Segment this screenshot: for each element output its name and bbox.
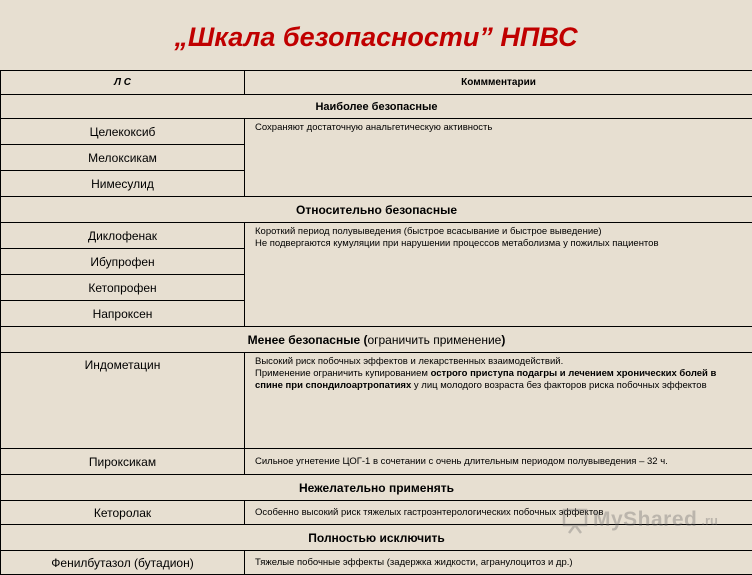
category-relatively-safe: Относительно безопасные — [1, 197, 752, 223]
comment-cell — [245, 353, 752, 449]
comment-cell: Тяжелые побочные эффекты (задержка жидкости, агранулоцитоз и др.) — [245, 551, 752, 575]
category-row — [1, 327, 752, 353]
page-title: „Шкала безопасности” НПВС — [0, 22, 752, 53]
watermark-text: MyShared — [593, 508, 697, 532]
table-row — [1, 501, 752, 525]
drug-cell: Диклофенак — [1, 223, 245, 249]
category-label: Менее безопасные ( — [248, 333, 368, 347]
drug-cell: Ибупрофен — [1, 249, 245, 275]
category-most-safe: Наиболее безопасные — [1, 95, 752, 119]
category-row — [1, 197, 752, 223]
category-label-end: ) — [501, 333, 505, 347]
category-note: ограничить применение — [367, 333, 501, 347]
watermark-suffix: .ru — [701, 513, 718, 528]
header-comment: Коммментарии — [245, 71, 752, 95]
category-row — [1, 525, 752, 551]
comment-line: у лиц молодого возраста без факторов риска побочных эффектов — [411, 380, 706, 391]
header-drug: Л С — [1, 71, 245, 95]
comment-emphasis: острого приступа подагры и лечением хронических болей в спине при спондилоартропатиях — [255, 368, 716, 391]
table-row — [1, 119, 752, 145]
comment-cell: Сильное угнетение ЦОГ-1 в сочетании с очень длительным периодом полувыведения – 32 ч. — [245, 449, 752, 475]
drug-cell: Кеторолак — [1, 501, 245, 525]
drug-cell: Нимесулид — [1, 171, 245, 197]
category-row — [1, 475, 752, 501]
category-less-safe — [1, 327, 752, 353]
comment-line: Высокий риск побочных эффектов и лекарственных взаимодействий. — [255, 356, 563, 367]
comment-line: Применение ограничить купированием — [255, 368, 431, 379]
category-undesirable: Нежелательно применять — [1, 475, 752, 501]
drug-cell: Пироксикам — [1, 449, 245, 475]
table-row — [1, 223, 752, 249]
comment-line: Короткий период полувыведения (быстрое всасывание и быстрое выведение) — [255, 226, 602, 237]
comment-cell — [245, 223, 752, 327]
drug-cell: Целекоксиб — [1, 119, 245, 145]
table-row — [1, 353, 752, 449]
table-header-row — [1, 71, 752, 95]
drug-cell: Напроксен — [1, 301, 245, 327]
comment-line: Не подвергаются кумуляции при нарушении процессов метаболизма у пожилых пациентов — [255, 238, 659, 249]
drug-cell: Кетопрофен — [1, 275, 245, 301]
category-row — [1, 95, 752, 119]
drug-cell: Мелоксикам — [1, 145, 245, 171]
drug-cell: Индометацин — [1, 353, 245, 449]
nsaid-safety-table — [0, 70, 752, 575]
comment-cell: Особенно высокий риск тяжелых гастроэнтерологических побочных эффектов — [245, 501, 752, 525]
table-row — [1, 551, 752, 575]
table-row — [1, 449, 752, 475]
drug-cell: Фенилбутазол (бутадион) — [1, 551, 245, 575]
comment-cell: Сохраняют достаточную анальгетическую активность — [245, 119, 752, 197]
category-exclude: Полностью исключить — [1, 525, 752, 551]
